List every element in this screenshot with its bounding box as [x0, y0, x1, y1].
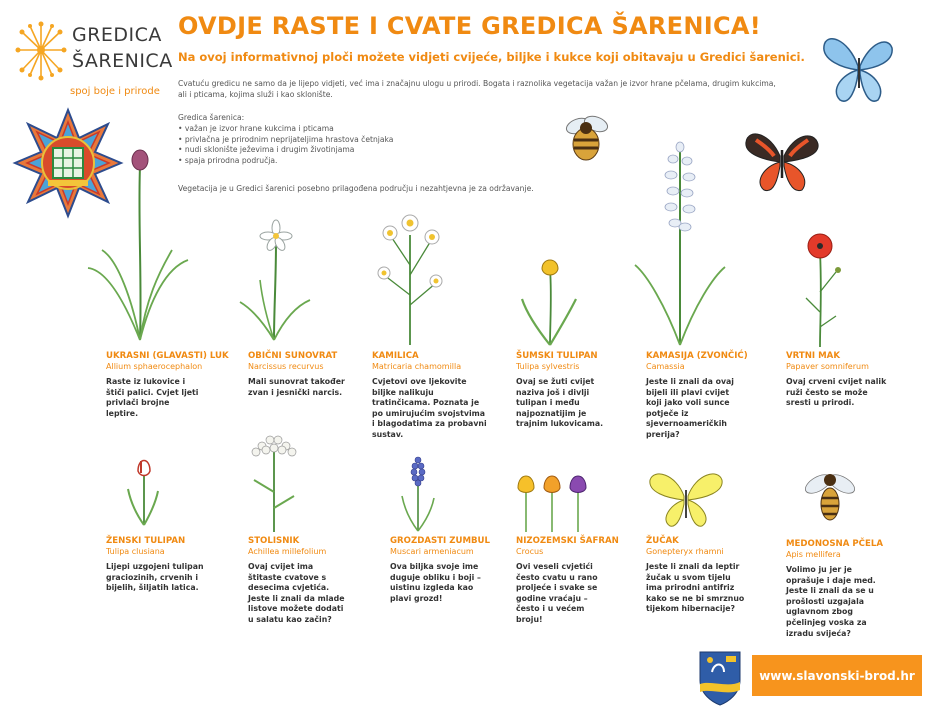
species-latin: Allium sphaerocephalon [106, 362, 203, 371]
sun-logo-icon [16, 20, 66, 80]
species-name: NIZOZEMSKI ŠAFRAN [516, 536, 619, 546]
species-description: Jeste li znali da leptir žučak u svom tijelu ima prirodni antifriz kako se ne bi smrznuo tijekom hibernacije? [646, 562, 745, 614]
species-description: Ovaj cvijet ima štitaste cvatove s desecima cvjetića. Jeste li znali da mlade listove možete dodati u salatu kao začin? [248, 562, 345, 624]
species-description: Ovaj se žuti cvijet naziva još i divlji tulipan i među najpoznatijim je trajnim lukovicama. [516, 377, 604, 429]
benefits-list [178, 124, 393, 166]
species-name: ŽENSKI TULIPAN [106, 536, 186, 546]
species-description: Ovaj crveni cvijet nalik ruži često se može sresti u prirodi. [786, 377, 887, 408]
list-item: • važan je izvor hrane kukcima i pticama [178, 124, 393, 135]
page-title: OVDJE RASTE I CVATE GREDICA ŠARENICA! [178, 12, 762, 40]
narcissus-illustration [240, 220, 310, 340]
species-name: ŠUMSKI TULIPAN [516, 351, 598, 361]
red-admiral-butterfly-icon [742, 126, 822, 196]
camassia-illustration [635, 135, 725, 345]
species-latin: Apis mellifera [786, 550, 841, 559]
species-name: KAMASIJA (ZVONČIĆ) [646, 351, 748, 361]
species-card-honeybee [786, 539, 906, 639]
species-name: OBIČNI SUNOVRAT [248, 351, 338, 361]
intro-paragraph-1: Cvatuću gredicu ne samo da je lijepo vidjeti, već ima i značajnu ulogu u prirodi. Bogata i raznolika vegetacija važan je izvor hrane pčelama, drugim kukcima, ali i pticama, kojima služi i kao sklonište. [178, 79, 776, 99]
allium-illustration [88, 150, 188, 340]
list-item: • spaja prirodna područja. [178, 156, 393, 167]
list-item: • privlačna je prirodnim neprijateljima hrastova četnjaka [178, 135, 393, 146]
species-latin: Achillea millefolium [248, 547, 327, 556]
species-card-allium [106, 351, 229, 419]
poppy-illustration [792, 232, 852, 347]
grape-hyacinth-illustration [398, 456, 438, 531]
species-card-narcissus [248, 351, 368, 398]
species-card-lady-tulip [106, 536, 226, 594]
species-latin: Papaver somniferum [786, 362, 869, 371]
species-description: Lijepi uzgojeni tulipan graciozinih, crvenih i bijelih, šiljatih latica. [106, 562, 204, 593]
website-link[interactable]: www.slavonski-brod.hr [752, 655, 922, 696]
species-latin: Crocus [516, 547, 544, 556]
species-name: GROZDASTI ZUMBUL [390, 536, 490, 546]
species-description: Jeste li znali da ovaj bijeli ili plavi cvijet koji jako voli sunce potječe iz sjevernoameričkih prerija? [646, 377, 734, 439]
species-latin: Tulipa sylvestris [516, 362, 580, 371]
species-card-poppy [786, 351, 906, 409]
bumblebee-icon [556, 114, 616, 164]
logo-tagline: spoj boje i prirode [70, 86, 160, 97]
list-title: Gredica šarenica: [178, 113, 245, 122]
species-latin: Matricaria chamomilla [372, 362, 462, 371]
logo-line1: GREDICA [72, 24, 162, 46]
species-card-crocus [516, 536, 636, 626]
logo-title [72, 24, 173, 72]
yarrow-illustration [240, 432, 310, 532]
species-latin: Camassia [646, 362, 685, 371]
species-card-chamomile [372, 351, 492, 441]
intro-paragraph-2: Vegetacija je u Gredici šarenici posebno prilagođena području i nezahtjevna je za održavanje. [178, 184, 534, 193]
species-description: Raste iz lukovice i štiči palici. Cvjet ljeti privlači brojne leptire. [106, 377, 199, 418]
species-description: Mali sunovrat također zvan i jesnički narcis. [248, 377, 345, 397]
species-description: Ova biljka svoje ime duguje obliku i boji – uistinu izgleda kao plavi grozd! [390, 562, 481, 603]
logo-line2: ŠARENICA [72, 50, 173, 72]
species-card-yarrow [248, 536, 368, 626]
species-card-grape-hyacinth [390, 536, 510, 604]
species-latin: Tulipa clusiana [106, 547, 165, 556]
species-card-camassia [646, 351, 766, 441]
coat-of-arms-icon [698, 650, 742, 706]
blue-butterfly-icon [818, 28, 898, 108]
species-card-wild-tulip [516, 351, 636, 430]
species-description: Cvjetovi ove ljekovite biljke nalikuju tratinčicama. Poznata je po umirujućim svojstvima i blagodatima za probavni sustav. [372, 377, 487, 439]
species-latin: Gonepteryx rhamni [646, 547, 724, 556]
species-card-brimstone [646, 536, 766, 615]
species-name: KAMILICA [372, 351, 419, 361]
wild-tulip-illustration [520, 255, 580, 345]
lady-tulip-illustration [124, 455, 164, 525]
species-description: Ovi veseli cvjetići često cvatu u rano proljeće i svake se godine vraćaju – često i u većem broju! [516, 562, 598, 624]
brimstone-butterfly-icon [646, 466, 726, 531]
honeybee-icon [800, 466, 860, 526]
species-name: STOLISNIK [248, 536, 300, 546]
species-name: UKRASNI (GLAVASTI) LUK [106, 351, 229, 361]
species-name: ŽUČAK [646, 536, 679, 546]
species-name: VRTNI MAK [786, 351, 840, 361]
species-latin: Narcissus recurvus [248, 362, 324, 371]
species-latin: Muscari armeniacum [390, 547, 474, 556]
page-subtitle: Na ovoj informativnoj ploči možete vidjeti cvijeće, biljke i kukce koji obitavaju u Gredici šarenici. [178, 50, 805, 64]
chamomile-illustration [370, 205, 450, 345]
crocus-illustration [512, 472, 592, 532]
list-item: • nudi sklonište ježevima i drugim životinjama [178, 145, 393, 156]
species-name: MEDONOSNA PČELA [786, 539, 883, 549]
species-description: Volimo ju jer je oprašuje i daje med. Jeste li znali da se u prošlosti uzgajala uglavnom zbog pčelinjeg voska za izradu svijeća? [786, 565, 876, 638]
